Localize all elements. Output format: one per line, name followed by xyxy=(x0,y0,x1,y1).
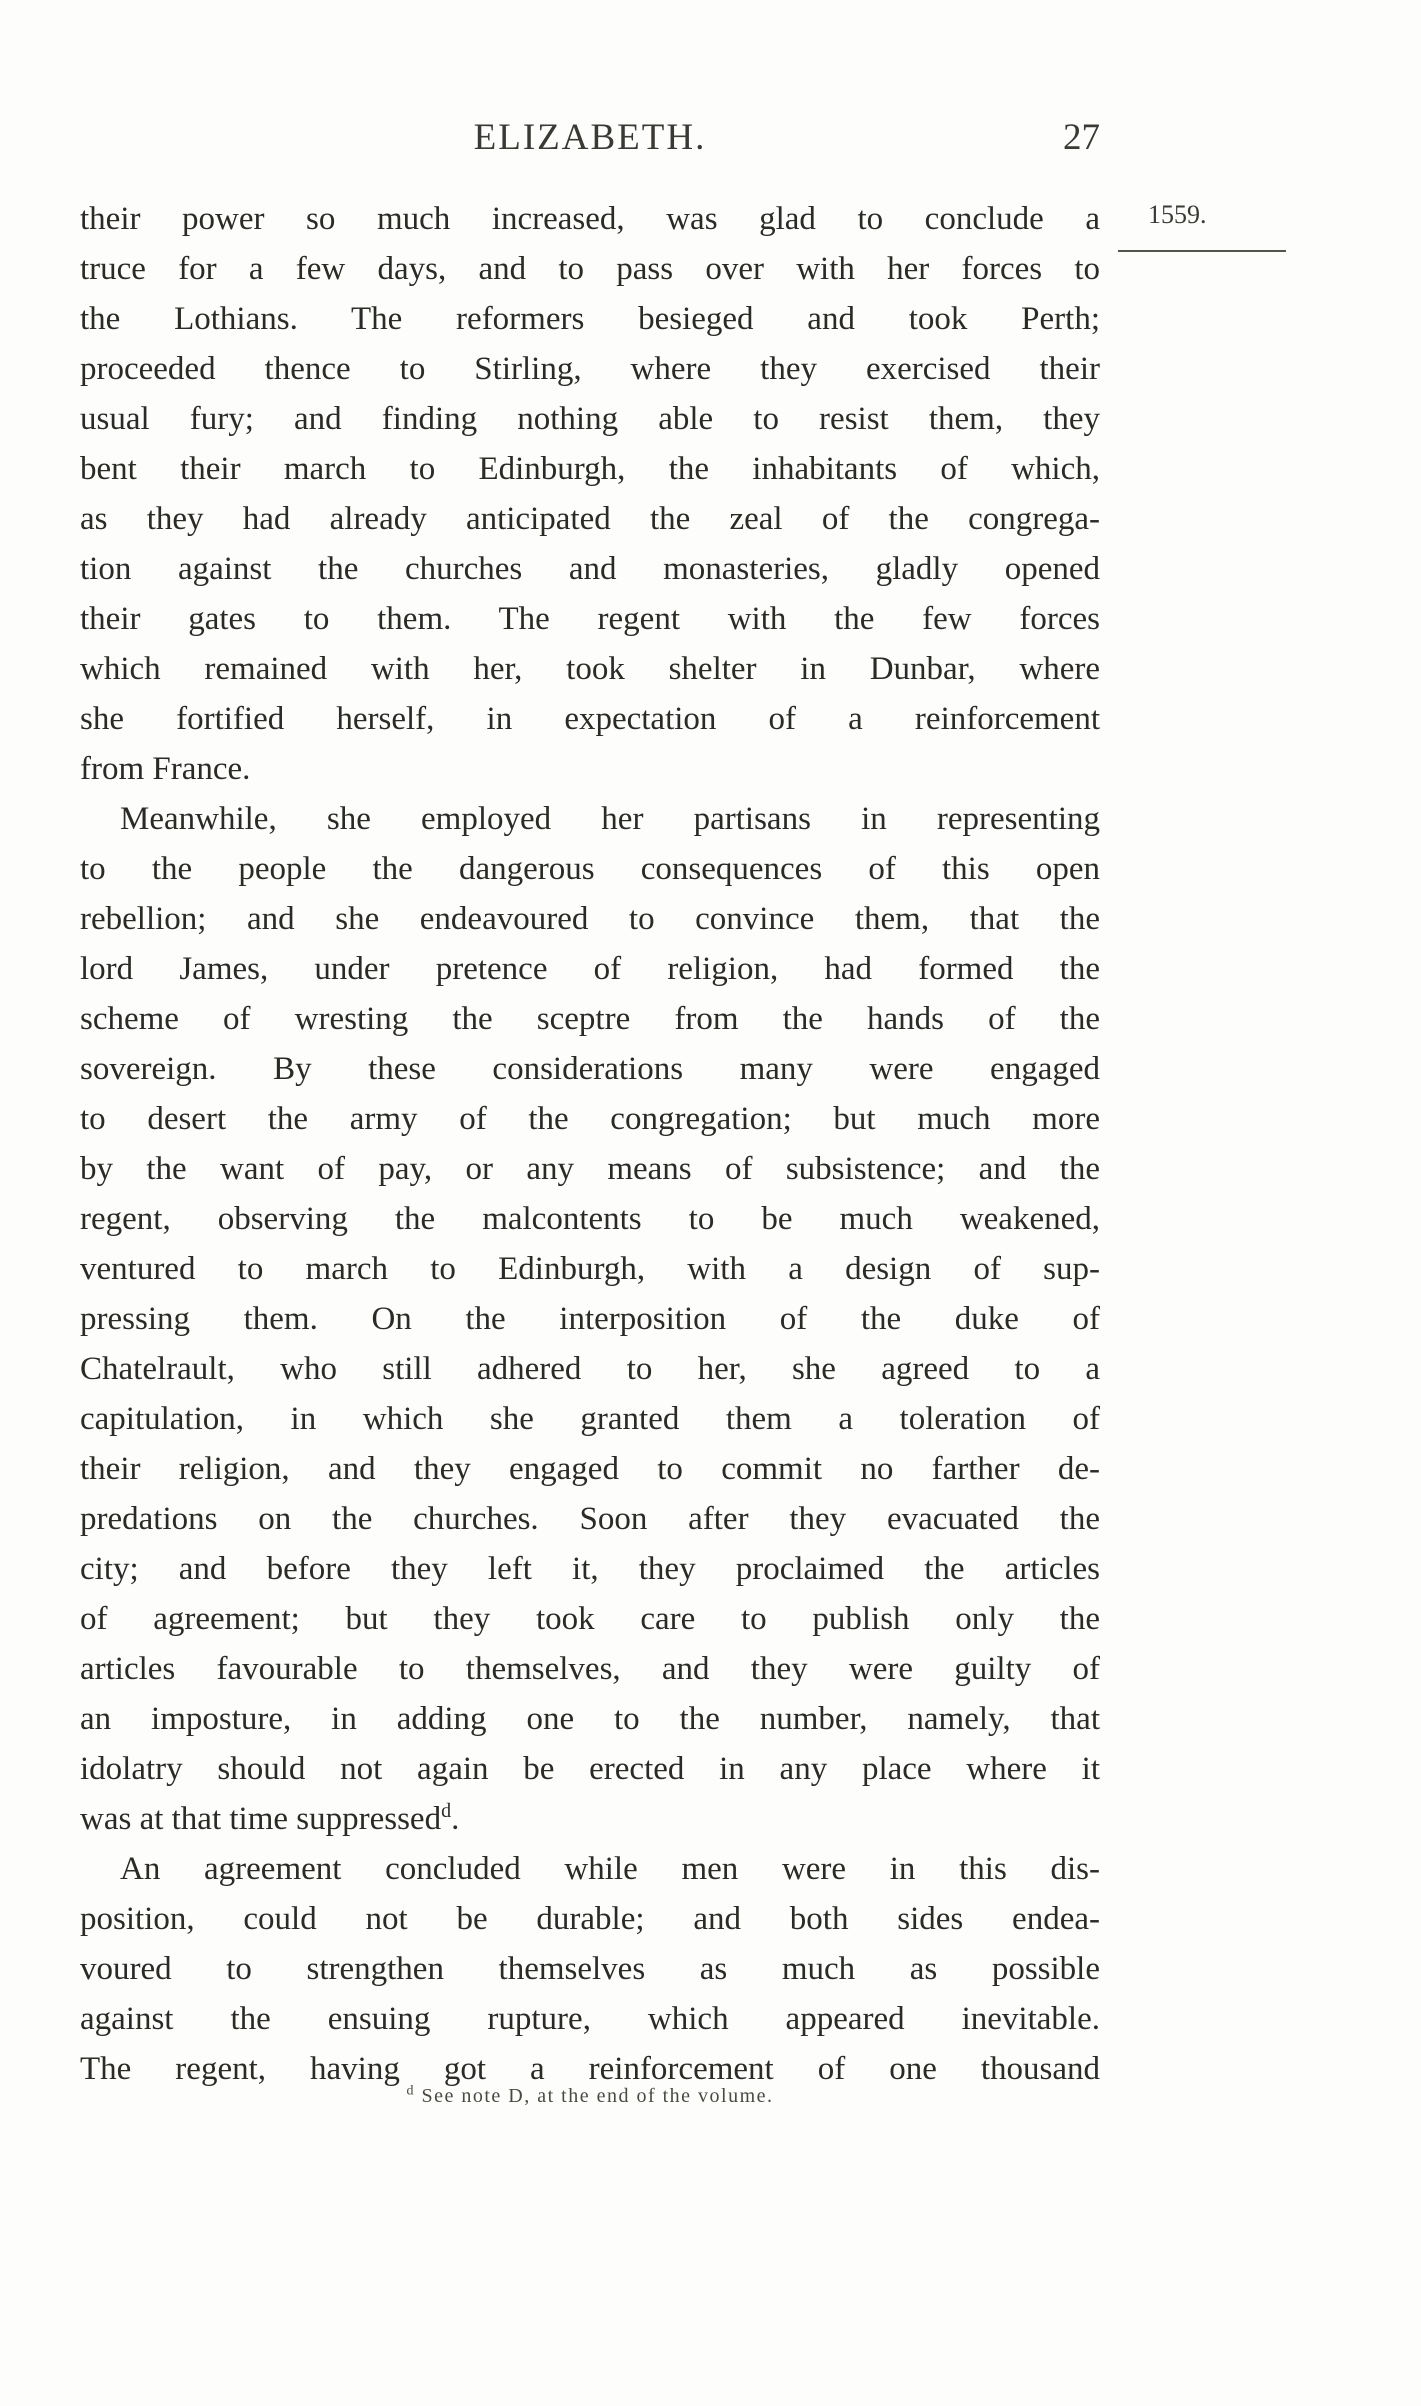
line-text: regent, observing the malcontents to be much weakened, xyxy=(80,1201,1100,1237)
text-line xyxy=(80,394,1100,444)
line-text: truce for a few days, and to pass over with her forces to xyxy=(80,251,1100,287)
text-line xyxy=(80,1494,1100,1544)
text-line xyxy=(80,894,1100,944)
line-text: scheme of wresting the sceptre from the hands of the xyxy=(80,1001,1100,1037)
line-text: The regent, having got a reinforcement of one thousand xyxy=(80,2051,1100,2087)
text-line xyxy=(80,644,1100,694)
line-text: capitulation, in which she granted them a toleration of xyxy=(80,1401,1100,1437)
footnote-reference: d xyxy=(441,1800,452,1822)
line-text: an imposture, in adding one to the number, namely, that xyxy=(80,1701,1100,1737)
text-line xyxy=(80,1394,1100,1444)
paragraph xyxy=(80,1844,1100,2094)
text-line xyxy=(80,544,1100,594)
text-line xyxy=(80,794,1100,844)
line-text: pressing them. On the interposition of the duke of xyxy=(80,1301,1100,1337)
line-text: their gates to them. The regent with the few forces xyxy=(80,601,1100,637)
line-text: predations on the churches. Soon after they evacuated the xyxy=(80,1501,1100,1537)
text-line xyxy=(80,694,1100,744)
text-line xyxy=(80,1144,1100,1194)
text-line xyxy=(80,1994,1100,2044)
line-text: lord James, under pretence of religion, had formed the xyxy=(80,951,1100,987)
line-text: was at that time suppressed xyxy=(80,1801,442,1837)
line-text: she fortified herself, in expectation of a reinforcement xyxy=(80,701,1100,737)
line-text: An agreement concluded while men were in this dis- xyxy=(120,1851,1100,1887)
footnote xyxy=(80,2085,1100,2108)
line-text: ventured to march to Edinburgh, with a design of sup- xyxy=(80,1251,1100,1287)
text-line xyxy=(80,1044,1100,1094)
line-text: of agreement; but they took care to publish only the xyxy=(80,1601,1100,1637)
text-line xyxy=(80,1744,1100,1794)
line-text: Meanwhile, she employed her partisans in representing xyxy=(120,801,1100,837)
line-text: the Lothians. The reformers besieged and took Perth; xyxy=(80,301,1100,337)
text-line xyxy=(80,1644,1100,1694)
text-line xyxy=(80,1294,1100,1344)
page-number: 27 xyxy=(1063,117,1100,158)
line-text: their religion, and they engaged to commit no farther de- xyxy=(80,1451,1100,1487)
text-line xyxy=(80,344,1100,394)
line-text: idolatry should not again be erected in any place where it xyxy=(80,1751,1100,1787)
marginal-rule xyxy=(1118,250,1286,252)
body-text xyxy=(80,194,1100,2094)
paragraph xyxy=(80,194,1100,794)
line-text: position, could not be durable; and both sides endea- xyxy=(80,1901,1100,1937)
text-line xyxy=(80,444,1100,494)
line-text: sovereign. By these considerations many were engaged xyxy=(80,1051,1100,1087)
line-text: to the people the dangerous consequences of this open xyxy=(80,851,1100,887)
footnote-marker: d xyxy=(406,2083,415,2099)
line-text: voured to strengthen themselves as much as possible xyxy=(80,1951,1100,1987)
text-line xyxy=(80,494,1100,544)
line-text: Chatelrault, who still adhered to her, she agreed to a xyxy=(80,1351,1100,1387)
line-text: rebellion; and she endeavoured to convince them, that the xyxy=(80,901,1100,937)
line-text: by the want of pay, or any means of subsistence; and the xyxy=(80,1151,1100,1187)
text-line xyxy=(80,1344,1100,1394)
line-punctuation: . xyxy=(451,1801,460,1837)
text-line xyxy=(80,294,1100,344)
running-head xyxy=(80,116,1100,166)
line-text: from France. xyxy=(80,751,251,787)
text-line xyxy=(80,244,1100,294)
line-text: as they had already anticipated the zeal of the congrega- xyxy=(80,501,1100,537)
line-text: tion against the churches and monasteries, gladly opened xyxy=(80,551,1100,587)
text-line xyxy=(80,1894,1100,1944)
text-line xyxy=(80,594,1100,644)
line-text: which remained with her, took shelter in Dunbar, where xyxy=(80,651,1100,687)
footnote-text: See note D, at the end of the volume. xyxy=(421,2085,774,2107)
line-text: to desert the army of the congregation; but much more xyxy=(80,1101,1100,1137)
paragraph xyxy=(80,794,1100,1844)
text-line xyxy=(80,1094,1100,1144)
line-text: against the ensuing rupture, which appeared inevitable. xyxy=(80,2001,1100,2037)
text-line xyxy=(80,1844,1100,1894)
text-line xyxy=(80,1544,1100,1594)
text-line xyxy=(80,944,1100,994)
line-text: city; and before they left it, they proclaimed the articles xyxy=(80,1551,1100,1587)
line-text: usual fury; and finding nothing able to resist them, they xyxy=(80,401,1100,437)
text-line xyxy=(80,844,1100,894)
text-line xyxy=(80,1944,1100,1994)
running-head-title: ELIZABETH. xyxy=(473,117,707,158)
line-text: their power so much increased, was glad to conclude a xyxy=(80,201,1100,237)
line-text: proceeded thence to Stirling, where they exercised their xyxy=(80,351,1100,387)
text-line xyxy=(80,194,1100,244)
text-line xyxy=(80,1194,1100,1244)
text-line xyxy=(80,744,1100,794)
text-line xyxy=(80,1244,1100,1294)
text-line xyxy=(80,1694,1100,1744)
text-line xyxy=(80,1794,1100,1844)
marginal-year: 1559. xyxy=(1148,200,1207,229)
text-line xyxy=(80,994,1100,1044)
text-line xyxy=(80,1444,1100,1494)
line-text: articles favourable to themselves, and they were guilty of xyxy=(80,1651,1100,1687)
text-line xyxy=(80,1594,1100,1644)
line-text: bent their march to Edinburgh, the inhabitants of which, xyxy=(80,451,1100,487)
